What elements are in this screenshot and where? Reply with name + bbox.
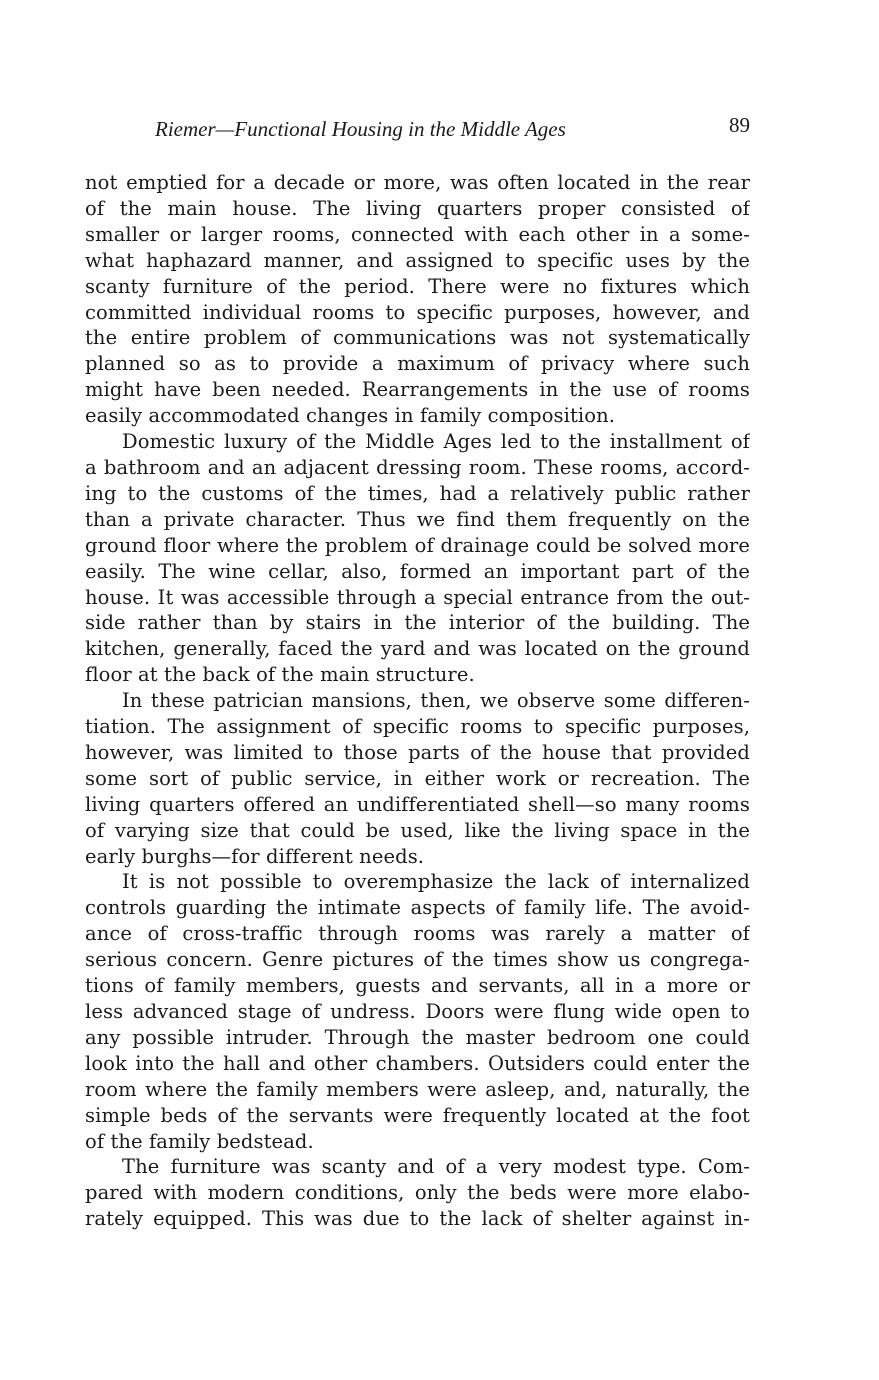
text-line: early burghs—for different needs. [85,844,425,868]
text-line: It is not possible to overemphasize the lack of internalized [122,870,750,894]
text-line: of the main house. The living quarters proper consisted of [85,196,750,220]
text-line: the entire problem of communications was not systematically [85,326,750,350]
text-line: The furniture was scanty and of a very modest type. Com- [122,1155,750,1179]
text-line: Domestic luxury of the Middle Ages led to the installment of [122,430,750,454]
page-number: 89 [729,113,750,137]
text-line: of the family bedstead. [85,1129,314,1153]
text-line: controls guarding the intimate aspects of family life. The avoid- [85,896,750,920]
text-line: less advanced stage of undress. Doors were flung wide open to [85,1000,750,1023]
paragraph-5 [85,1154,750,1232]
text-line: serious concern. Genre pictures of the times show us congrega- [85,948,750,972]
paragraph-3 [85,688,750,869]
text-line: floor at the back of the main structure. [85,663,475,687]
text-line: committed individual rooms to specific purposes, however, and [85,300,750,324]
text-line: house. It was accessible through a special entrance from the out- [85,585,750,609]
text-line: of varying size that could be used, like the living space in the [85,818,750,842]
text-line: ground floor where the problem of drainage could be solved more [85,533,750,557]
text-line: some sort of public service, in either work or recreation. The [85,766,750,790]
text-line: side rather than by stairs in the interior of the building. The [85,611,750,635]
text-line: smaller or larger rooms, connected with each other in a some- [85,222,750,246]
running-title: Riemer—Functional Housing in the Middle Ages [155,117,566,141]
text-line: room where the family members were asleep, and, naturally, the [85,1077,750,1101]
text-line: scanty furniture of the period. There were no fixtures which [85,274,750,298]
text-line: tions of family members, guests and servants, all in a more or [85,974,750,998]
body-text [85,170,750,1232]
text-line: kitchen, generally, faced the yard and was located on the ground [85,637,750,661]
text-line: In these patrician mansions, then, we observe some differen- [122,689,750,713]
text-line: pared with modern conditions, only the beds were more elabo- [85,1181,750,1205]
running-head [85,113,750,145]
text-line: easily. The wine cellar, also, formed an important part of the [85,559,750,583]
text-line: ance of cross-traffic through rooms was rarely a matter of [85,922,750,946]
paragraph-2 [85,429,750,688]
paragraph-4 [85,869,750,1154]
text-line: ing to the customs of the times, had a relatively public rather [85,481,750,505]
text-line: any possible intruder. Through the master bedroom one could [85,1025,750,1049]
text-line: planned so as to provide a maximum of privacy where such [85,352,750,376]
text-line: rately equipped. This was due to the lack of shelter against in- [85,1207,750,1231]
text-line: tiation. The assignment of specific rooms to specific purposes, [85,715,750,739]
text-line: what haphazard manner, and assigned to specific uses by the [85,248,750,272]
text-line: than a private character. Thus we find them frequently on the [85,507,750,531]
text-line: a bathroom and an adjacent dressing room. These rooms, accord- [85,455,750,479]
paragraph-1 [85,170,750,429]
text-line: might have been needed. Rearrangements in the use of rooms [85,378,750,402]
text-line: not emptied for a decade or more, was often located in the rear [85,171,750,194]
text-line: look into the hall and other chambers. Outsiders could enter the [85,1051,750,1075]
text-line: easily accommodated changes in family composition. [85,404,616,428]
text-line: living quarters offered an undifferentiated shell—so many rooms [85,792,750,816]
text-line: however, was limited to those parts of the house that provided [85,740,750,764]
text-line: simple beds of the servants were frequently located at the foot [85,1103,750,1127]
